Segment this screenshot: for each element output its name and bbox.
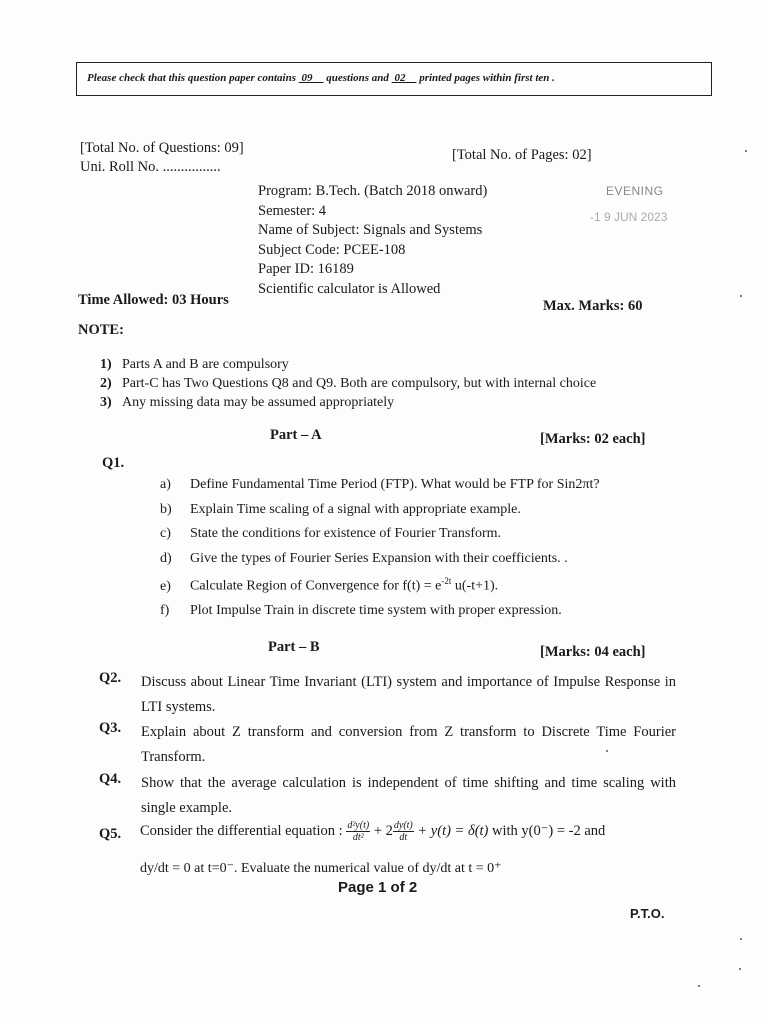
notice-text-2: questions and — [326, 72, 389, 84]
note-item: 3) Any missing data may be assumed appropriately — [100, 395, 395, 410]
note-list — [100, 355, 596, 412]
part-a-title: Part – A — [270, 427, 322, 443]
q1-label: Q1. — [102, 455, 125, 471]
total-pages: [Total No. of Pages: 02] — [452, 147, 592, 163]
q1-sub-b: b) Explain Time scaling of a signal with appropriate example. — [160, 502, 521, 517]
q1-sub-a: a) Define Fundamental Time Period (FTP). What would be FTP for Sin2πt? — [160, 477, 600, 492]
date-stamp: -1 9 JUN 2023 — [590, 210, 668, 224]
q1-sub-f: f) Plot Impulse Train in discrete time system with proper expression. — [160, 603, 562, 618]
pto-label: P.T.O. — [630, 906, 665, 921]
q1-sub-c: c) State the conditions for existence of Fourier Transform. — [160, 526, 502, 541]
scan-speck — [606, 750, 608, 752]
scan-speck — [745, 150, 747, 152]
notice-text-3: printed pages within first ten . — [419, 72, 555, 84]
frac-dy: $\frac{dy(t)}{dt}$ — [393, 820, 413, 843]
q1-sub-d: d) Give the types of Fourier Series Expansion with their coefficients. . — [160, 551, 568, 566]
q1-sub-e: e) Calculate Region of Convergence for $f(t) = e^{-2t}$ u(-t+1). — [160, 576, 499, 594]
time-allowed: Time Allowed: 03 Hours — [78, 292, 229, 308]
calculator-note: Scientific calculator is Allowed — [258, 280, 441, 297]
program: Program: B.Tech. (Batch 2018 onward) — [258, 183, 488, 199]
frac-d2y: $\frac{\text{d²y(t)}}{\text{dt²}}$ — [347, 820, 370, 843]
notice-text-1: Please check that this question paper contains — [87, 72, 297, 84]
subject-name: Name of Subject: Signals and Systems — [258, 222, 483, 238]
part-b-marks: [Marks: 04 each] — [540, 644, 646, 660]
max-marks: Max. Marks: 60 — [543, 298, 643, 314]
scan-speck — [698, 985, 700, 987]
note-item: 2) Part-C has Two Questions Q8 and Q9. Both are compulsory, but with internal choice — [100, 376, 597, 391]
note-item: 1) Parts A and B are compulsory — [100, 357, 289, 372]
subject-code: Subject Code: PCEE-108 — [258, 241, 406, 258]
scan-speck — [739, 968, 741, 970]
notice-box — [76, 62, 712, 96]
roll-number: Uni. Roll No. ................ — [80, 159, 221, 175]
page-number: Page 1 of 2 — [338, 879, 418, 896]
scan-speck — [740, 295, 742, 297]
semester: Semester: 4 — [258, 202, 327, 219]
notice-questions-count: 09 — [301, 72, 313, 84]
evening-stamp: EVENING — [606, 184, 664, 198]
note-heading: NOTE: — [78, 322, 124, 338]
paper-details — [258, 182, 487, 299]
part-b-title: Part – B — [268, 639, 320, 655]
scan-speck — [740, 938, 742, 940]
total-questions: [Total No. of Questions: 09] — [80, 140, 244, 156]
q5-line-2: dy/dt = 0 at t=0⁻. Evaluate the numerical value of dy/dt at t = 0⁺ — [140, 861, 502, 876]
paper-id: Paper ID: 16189 — [258, 261, 354, 277]
q5-label: Q5. — [99, 826, 122, 842]
notice-pages-count: 02 — [394, 72, 406, 84]
q5-equation-line: Consider the differential equation : $\frac{\text{d²y(t)}}{\text{dt²}}$ + 2 $\frac{dy(t)}{dt}$ + y(t) = δ(t) with y(0⁻) = -2 and — [140, 820, 606, 843]
part-a-marks: [Marks: 02 each] — [540, 431, 646, 447]
